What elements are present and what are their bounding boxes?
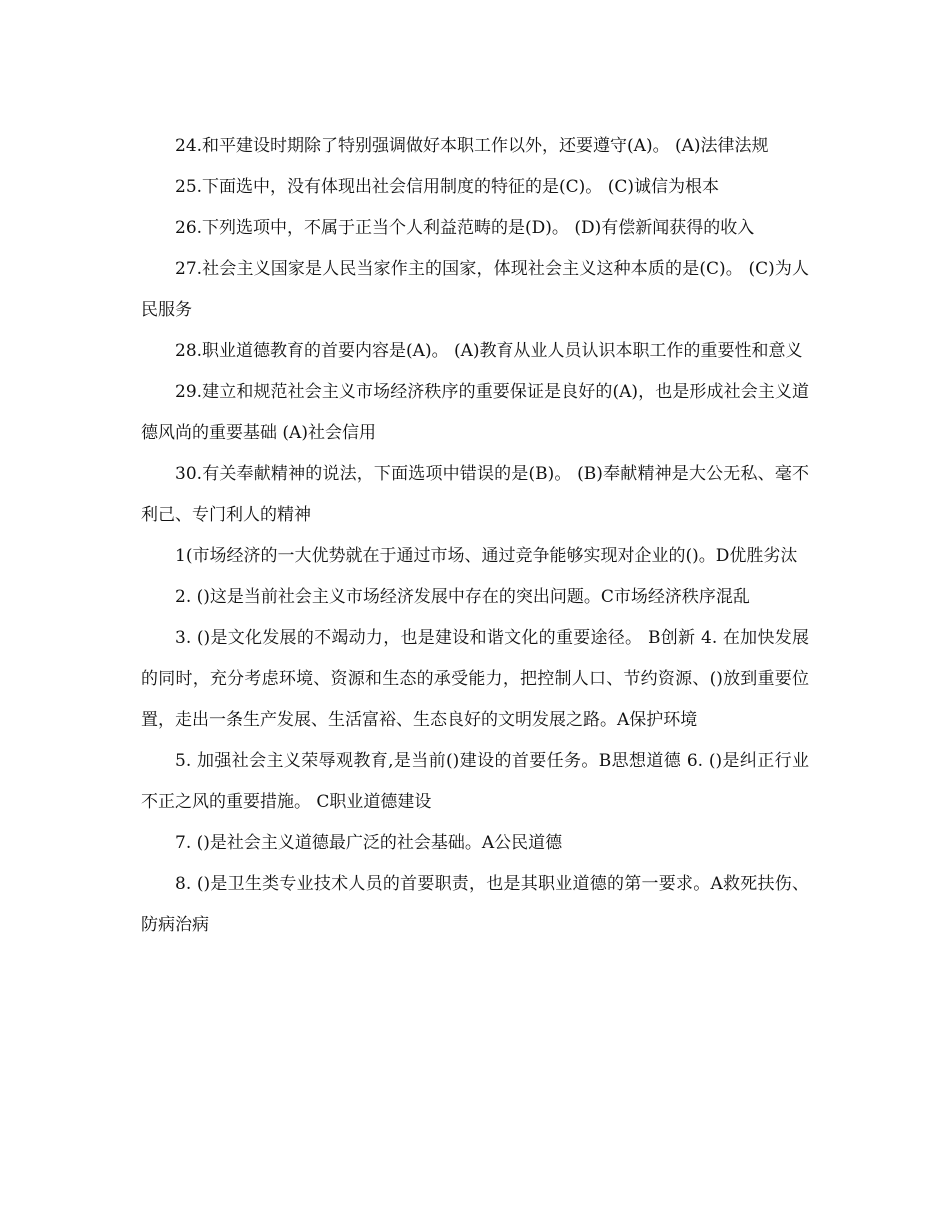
paragraph-q8: 8. ()是卫生类专业技术人员的首要职责，也是其职业道德的第一要求。A救死扶伤、防病治病: [141, 874, 809, 935]
paragraph-q24: 24.和平建设时期除了特别强调做好本职工作以外，还要遵守(A)。 (A)法律法规: [175, 136, 769, 156]
paragraph-q2: 2. ()这是当前社会主义市场经济发展中存在的突出问题。C市场经济秩序混乱: [175, 587, 750, 607]
paragraph-q29: 29.建立和规范社会主义市场经济秩序的重要保证是良好的(A)，也是形成社会主义道德风尚的重要基础 (A)社会信用: [141, 382, 809, 443]
paragraph-q25: 25.下面选中，没有体现出社会信用制度的特征的是(C)。 (C)诚信为根本: [175, 177, 719, 197]
paragraph-q26: 26.下列选项中，不属于正当个人利益范畴的是(D)。 (D)有偿新闻获得的收入: [175, 218, 755, 238]
paragraph-q5-q6: 5. 加强社会主义荣辱观教育,是当前()建设的首要任务。B思想道德 6. ()是纠正行业不正之风的重要措施。 C职业道德建设: [141, 751, 809, 812]
paragraph-q1: 1(市场经济的一大优势就在于通过市场、通过竞争能够实现对企业的()。D优胜劣汰: [175, 546, 798, 566]
paragraph-q30: 30.有关奉献精神的说法，下面选项中错误的是(B)。 (B)奉献精神是大公无私、毫不利己、专门利人的精神: [141, 464, 809, 525]
paragraph-q28: 28.职业道德教育的首要内容是(A)。 (A)教育从业人员认识本职工作的重要性和意义: [175, 341, 803, 361]
paragraph-q7: 7. ()是社会主义道德最广泛的社会基础。A公民道德: [175, 833, 563, 853]
document-body: [141, 126, 809, 946]
paragraph-q27: 27.社会主义国家是人民当家作主的国家，体现社会主义这种本质的是(C)。 (C)为人民服务: [141, 259, 809, 320]
paragraph-q3-q4: 3. ()是文化发展的不竭动力，也是建设和谐文化的重要途径。 B创新 4. 在加快发展的同时，充分考虑环境、资源和生态的承受能力，把控制人口、节约资源、()放到重要位置，走出一条生产发展、生活富裕、生态良好的文明发展之路。A保护环境: [141, 628, 809, 730]
